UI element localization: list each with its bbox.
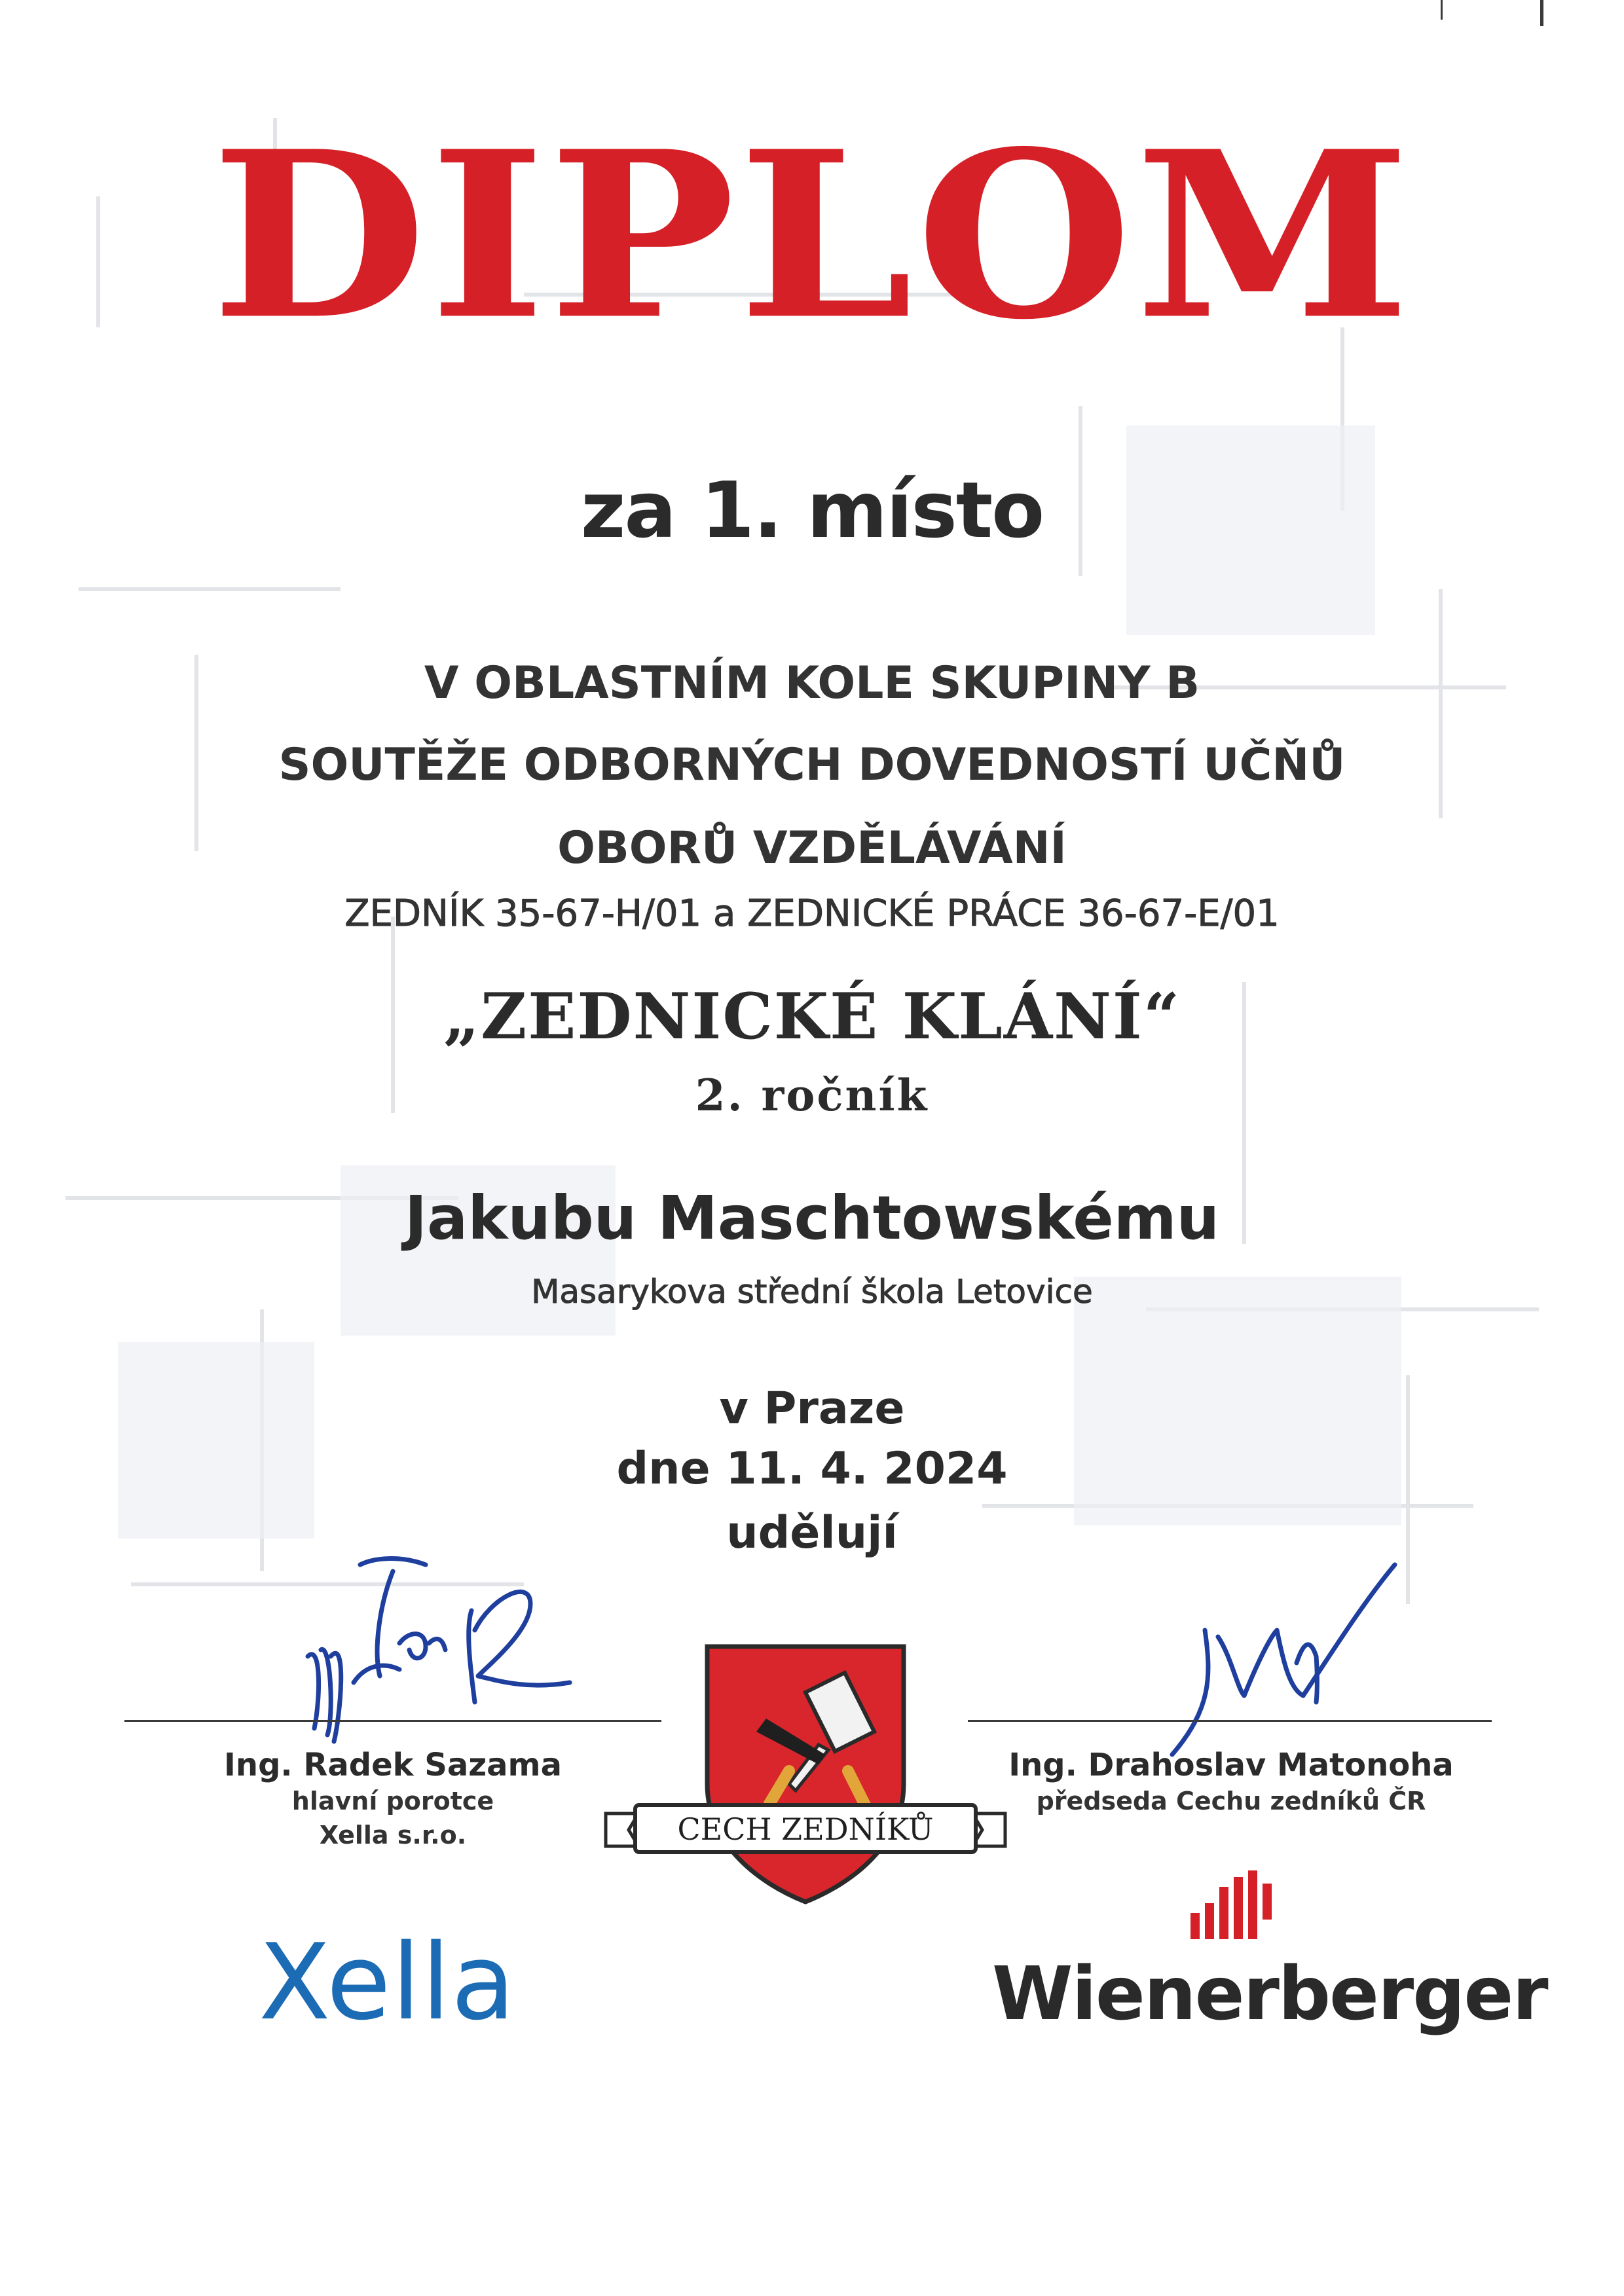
signature-line-left <box>124 1720 661 1722</box>
award-city: v Praze <box>719 1383 905 1434</box>
signatory-left <box>190 1749 596 1848</box>
award-verb: udělují <box>726 1507 898 1559</box>
wienerberger-mark-icon <box>1190 1867 1282 1946</box>
xella-logo: Xella <box>259 1921 516 2043</box>
signatory-left-org: Xella s.r.o. <box>319 1821 467 1850</box>
recipient-name: Jakubu Maschtowskému <box>404 1183 1220 1253</box>
signature-left <box>295 1552 635 1748</box>
wienerberger-logo: Wienerberger <box>992 1952 1547 2037</box>
signatory-right <box>969 1749 1493 1813</box>
signatory-right-name: Ing. Drahoslav Matonoha <box>1008 1747 1454 1783</box>
emblem-banner: CECH ZEDNÍKŮ <box>677 1812 934 1847</box>
place-heading: za 1. místo <box>580 465 1044 555</box>
cech-zedniku-emblem <box>593 1633 1018 1908</box>
signature-line-right <box>968 1720 1492 1722</box>
signatory-right-role: předseda Cechu zedníků ČR <box>1036 1787 1426 1815</box>
award-date: dne 11. 4. 2024 <box>616 1443 1008 1495</box>
diploma-title: DIPLOM <box>211 100 1413 371</box>
competition-line: OBORŮ VZDĚLÁVÁNÍ <box>557 822 1067 874</box>
edition-number: 2. ročník <box>695 1070 929 1121</box>
signatory-left-role: hlavní porotce <box>291 1787 494 1815</box>
event-name: „ZEDNICKÉ KLÁNÍ“ <box>443 979 1181 1053</box>
signatory-left-name: Ing. Radek Sazama <box>224 1747 562 1783</box>
competition-line: V OBLASTNÍM KOLE SKUPINY B <box>424 657 1200 709</box>
signature-right <box>1166 1558 1414 1774</box>
trade-codes-line: ZEDNÍK 35-67-H/01 a ZEDNICKÉ PRÁCE 36-67-E/01 <box>344 892 1280 935</box>
competition-line: SOUTĚŽE ODBORNÝCH DOVEDNOSTÍ UČŇŮ <box>278 739 1346 791</box>
recipient-school: Masarykova střední škola Letovice <box>531 1273 1093 1311</box>
